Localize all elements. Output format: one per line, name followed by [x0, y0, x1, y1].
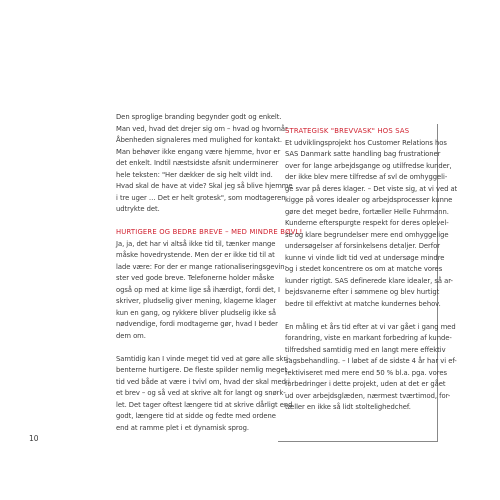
text-line: skriver, pludselig giver mening, klagerne klager: [116, 297, 277, 305]
text-line: Samtidig kan I vinde meget tid ved at gøre alle skri-: [116, 354, 291, 363]
text-line: tæller en ikke så lidt stoltelighedchef.: [285, 403, 411, 411]
paragraph-gap: [116, 342, 264, 354]
text-line: udtrykte det.: [116, 205, 160, 213]
text-line: lade være: For der er mange rationaliseringsgevin-: [116, 262, 287, 271]
text-line: Man behøver ikke engang være hjemme, hvor er: [116, 147, 281, 156]
text-line: benterne hurtigere. De fleste spilder nemlig meget: [116, 366, 288, 374]
text-line: Hvad skal de have at vide? Skal jeg så blive hjemme: [116, 182, 293, 190]
text-line: bedre til effektivt at matche kundernes behov.: [285, 299, 441, 308]
text-line: kunne vi vinde lidt tid ved at undersøge mindre: [285, 253, 445, 262]
body-paragraph: [116, 239, 287, 343]
text-line: der ikke blev mere tilfredse af svl de omhyggeli-: [285, 173, 448, 181]
text-line: undersøgelser af forsinkelsens detaljer. Derfor: [285, 242, 440, 250]
text-line: Et udviklingsprojekt hos Customer Relations hos: [285, 138, 447, 147]
text-line: fektiviseret med mere end 50 % bl.a. pga. vores: [285, 368, 447, 377]
text-line: tid ved både at være i tvivl om, hvad der skal med i: [116, 377, 290, 386]
text-line: nødvendige, fordi modtagerne gør, hvad I beder: [116, 320, 278, 328]
text-line: og i stedet koncentrere os om at matche vores: [285, 265, 443, 273]
text-line: et brev – og så ved at skrive alt for langt og snørk-: [116, 389, 286, 397]
text-line: måske hovedrystende. Men der er ikke tid til at: [116, 251, 275, 259]
text-line: end at ramme plet i et dynamisk sprog.: [116, 423, 249, 432]
text-line: ud over arbejdsglæden, nærmest tværtimod, for-: [285, 391, 451, 400]
body-paragraph: [116, 354, 293, 435]
sidebar-text-column: [285, 126, 458, 414]
text-line: sagsbehandling. – I løbet af de sidste 4 år har vi ef-: [285, 357, 457, 365]
text-line: ster ved gode breve. Telefonerne holder måske: [116, 274, 275, 282]
text-line: kigge på vores idealer og arbejdsprocesser kunne: [285, 196, 453, 204]
text-line: dem om.: [116, 331, 146, 340]
text-line: gøre det meget bedre, fortæller Helle Fuhrmann.: [285, 207, 449, 216]
text-line: Ja, ja, det har vi altså ikke tid til, tænker mange: [116, 239, 276, 248]
text-line: ge svar på deres klager. – Det viste sig, at vi ved at: [285, 184, 458, 193]
text-line: En måling et års tid efter at vi var gået i gang med: [285, 322, 456, 331]
text-line: Den sproglige branding begynder godt og enkelt.: [116, 113, 282, 121]
paragraph-gap: [285, 310, 433, 322]
text-line: det enkelt. Indtil næstsidste afsnit underminerer: [116, 159, 279, 167]
text-line: bejdsvanerne efter i sømmene og blev hurtigt: [285, 288, 440, 296]
text-line: tilfredshed samtidig med en langt mere effektiv: [285, 345, 446, 354]
text-line: kunder rigtigt. SAS definerede klare idealer, så ar-: [285, 276, 453, 285]
text-line: forandring, viste en markant forbedring af kunde-: [285, 334, 452, 342]
main-text-column: [116, 112, 303, 434]
text-line: Kunderne efterspurgte respekt for deres oplevel-: [285, 219, 449, 227]
page-number: 10: [29, 434, 39, 443]
text-line: hele teksten: "Her dækker de sig helt vildt ind.: [116, 170, 273, 179]
text-line: kun en gang, og rykkere bliver pludselig ikke så: [116, 308, 277, 317]
text-line: Åbenheden signaleres med mulighed for kontakt.: [116, 136, 282, 144]
text-line: i tre uger … Det er helt grotesk", som modtageren: [116, 193, 286, 202]
sidebar-paragraph: [285, 322, 457, 414]
text-line: let. Det tager oftest længere tid at skrive dårligt end: [116, 400, 293, 409]
sidebar-paragraph: [285, 138, 458, 311]
sidebar-heading: STRATEGISK "BREVVASK" HOS SAS: [285, 127, 410, 135]
section-heading: HURTIGERE OG BEDRE BREVE – MED MINDRE BØVL!: [116, 228, 303, 236]
intro-paragraph: [116, 112, 293, 216]
text-line: også op med at kime lige så ihærdigt, fordi det, I: [116, 285, 280, 294]
text-line: over for lange arbejdsgange og utilfredse kunder,: [285, 161, 452, 170]
text-line: SAS Danmark satte handling bag frustrationer: [285, 150, 441, 158]
text-line: se og klare begrundelser mere end omhyggelige: [285, 230, 449, 239]
paragraph-gap: [116, 216, 264, 228]
text-line: Man ved, hvad det drejer sig om – hvad og hvornår.: [116, 124, 290, 133]
text-line: forbedringer i dette projekt, uden at det er gået: [285, 380, 446, 388]
text-line: godt, længere tid at sidde og fedte med ordene: [116, 412, 276, 420]
